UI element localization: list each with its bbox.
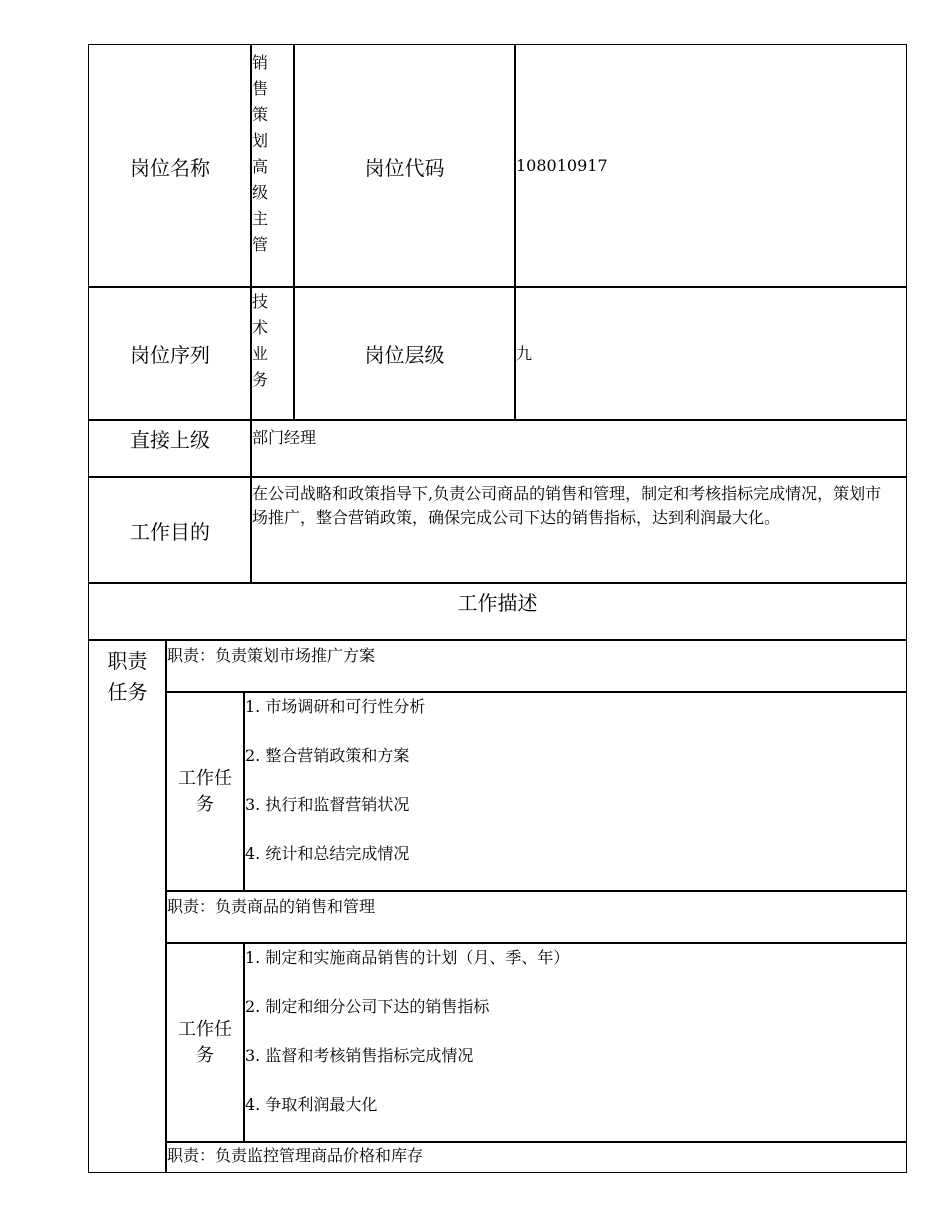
position-name-value: 销售策划高级主管 [252,53,269,254]
direct-superior-label: 直接上级 [88,419,252,478]
duty-title: 职责：负责策划市场推广方案 [165,639,907,693]
position-code-label: 岗位代码 [293,44,516,288]
work-purpose-cell [250,476,907,584]
task-item: 3. 执行和监督营销状况 [245,795,410,814]
direct-superior-value: 部门经理 [252,428,317,447]
position-level-value: 九 [516,343,533,363]
task-list [243,942,907,1143]
task-item: 3. 监督和考核销售指标完成情况 [245,1046,474,1065]
position-sequence-label: 岗位序列 [88,286,252,421]
position-code-value: 108010917 [516,156,608,175]
duty-title: 职责：负责监控管理商品价格和库存 [165,1141,907,1173]
task-item: 1. 制定和实施商品销售的计划（月、季、年） [245,948,570,967]
position-sequence-value: 技术业务 [252,292,269,389]
task-label: 工作任务 [165,942,245,1143]
position-level-cell [514,286,907,421]
task-item: 2. 整合营销政策和方案 [245,746,410,765]
position-level-label: 岗位层级 [293,286,516,421]
responsibilities-label-cell [88,639,167,1173]
task-item: 1. 市场调研和可行性分析 [245,697,426,716]
task-list [243,691,907,892]
duty-title: 职责：负责商品的销售和管理 [165,890,907,944]
position-code-cell [514,44,907,288]
direct-superior-cell [250,419,907,478]
task-item: 4. 争取利润最大化 [245,1095,378,1114]
task-label: 工作任务 [165,691,245,892]
task-item: 4. 统计和总结完成情况 [245,844,410,863]
responsibilities-label: 职责任务 [107,649,148,704]
position-name-label: 岗位名称 [88,44,252,288]
position-sequence-cell [250,286,295,421]
position-name-cell [250,44,295,288]
work-description-title: 工作描述 [88,582,907,641]
task-item: 2. 制定和细分公司下达的销售指标 [245,997,490,1016]
work-purpose-value: 在公司战略和政策指导下,负责公司商品的销售和管理，制定和考核指标完成情况，策划市场推广，整合营销政策，确保完成公司下达的销售指标，达到利润最大化。 [252,484,882,527]
work-purpose-label: 工作目的 [88,476,252,584]
